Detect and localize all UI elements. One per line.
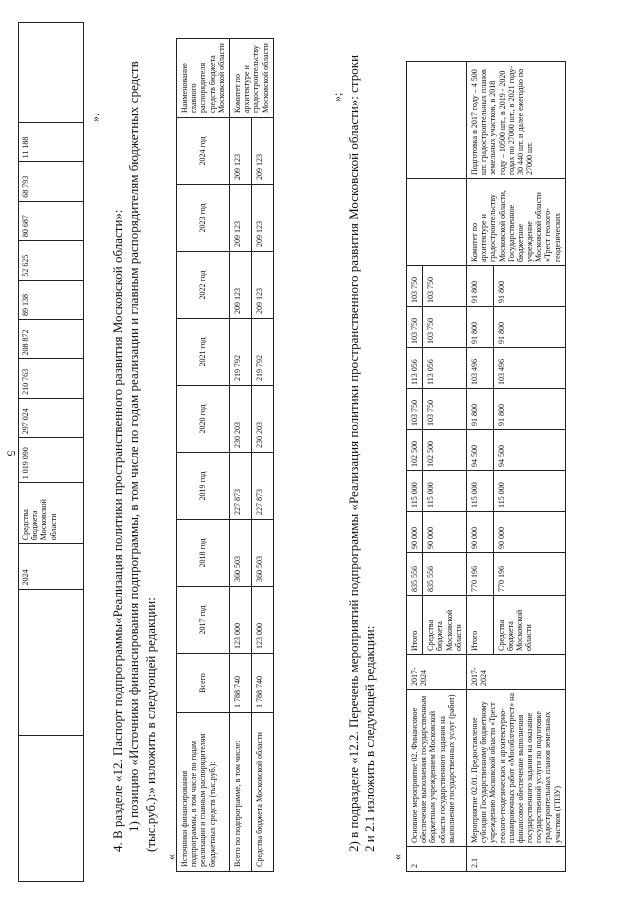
row-value: 90 000: [407, 512, 423, 553]
row-value: 835 556: [407, 553, 423, 596]
opening-quote: «: [164, 854, 178, 860]
row-value: 91 800: [493, 307, 565, 348]
executor: [407, 179, 467, 266]
row-value: 103 750: [423, 389, 467, 430]
row-number: 2: [407, 847, 467, 872]
header-year: 2023 год: [177, 185, 230, 252]
finance-table: [176, 38, 274, 872]
row-value: 230 203: [229, 386, 251, 453]
row-value: 219 792: [229, 319, 251, 386]
value-cell: 68 793: [19, 162, 84, 201]
row-value: 102 500: [407, 430, 423, 471]
value-cell: 52 625: [19, 241, 84, 280]
header-total: Всего: [177, 654, 230, 713]
row-value: 90 000: [493, 512, 565, 553]
row-value: 115 000: [493, 471, 565, 512]
row-value: 113 056: [423, 348, 467, 389]
empty-cell: [19, 589, 84, 735]
value-cell: 89 138: [19, 280, 84, 319]
row-value: 209 123: [251, 185, 273, 252]
source-label: Итого: [466, 596, 493, 655]
measure-name: Основное мероприятие 02. Финансовое обеспечение выполнения государственным бюджетным учреждением Московской области государственного задания на выполнение государственных услуг (работ): [407, 690, 467, 847]
row-total: 1 788 740: [251, 654, 273, 713]
source-label: Средства бюджета Московской области: [423, 596, 467, 655]
closing-quote: »;: [330, 92, 344, 102]
row-value: 835 556: [423, 553, 467, 596]
row-value: 115 000: [407, 471, 423, 512]
value-cell: 297 024: [19, 398, 84, 437]
value-cell: 11 188: [19, 122, 84, 161]
row-value: 91 800: [493, 266, 565, 307]
row-value: 209 123: [229, 118, 251, 185]
row-admin: Комитет по архитектуре и градостроительству Московской области: [229, 39, 273, 118]
row-value: 209 123: [229, 252, 251, 319]
row-total: 1 788 740: [229, 654, 251, 713]
measure-name: Мероприятие 02.01. Предоставление субсидии Государственному бюджетному учреждению Московской области «Трест геолого-геодезических и архитектурно-планировочных работ «Мособлгеотрест» на финансовое обеспечение выполнения государственного задания на оказание государственной услуги по подготовке градостроительных планов земельных участков (ГПЗУ): [466, 690, 565, 847]
rotated-document: [18, 22, 618, 882]
row-value: 113 056: [407, 348, 423, 389]
row-value: 123 000: [251, 587, 273, 654]
row-value: 770 196: [493, 553, 565, 596]
table-row: [407, 62, 423, 872]
header-source: Источники финансирования подпрограммы, в том числе по годам реализации и главным распорядителям бюджетных средств (тыс.руб.):: [177, 713, 230, 872]
row-value: 227 873: [251, 453, 273, 520]
row-value: 103 750: [407, 266, 423, 307]
row-value: 91 800: [466, 307, 493, 348]
row-value: 103 496: [466, 348, 493, 389]
row-value: 360 503: [251, 520, 273, 587]
row-value: 91 800: [466, 389, 493, 430]
result: [407, 62, 467, 179]
section-2-text: [346, 52, 379, 852]
header-year: 2022 год: [177, 252, 230, 319]
source-label: Средства бюджета Московской области: [493, 596, 565, 655]
header-year: 2017 год: [177, 587, 230, 654]
row-value: 230 203: [251, 386, 273, 453]
row-value: 770 196: [466, 553, 493, 596]
table-row: [251, 39, 273, 872]
section-2-paragraph: 2) в подразделе «12.2. Перечень мероприятий подпрограммы «Реализация политики пространственного развития Московской области»: строки 2 и 2.1 изложить в следующей редакции:: [346, 54, 378, 852]
row-number: 2.1: [466, 847, 565, 872]
value-cell: 208 872: [19, 320, 84, 359]
row-value: 91 800: [493, 389, 565, 430]
source-label: Итого: [407, 596, 423, 655]
row-value: 123 000: [229, 587, 251, 654]
empty-cell: [19, 23, 84, 123]
measure-period: 2017-2024: [407, 655, 467, 690]
header-year: 2019 год: [177, 453, 230, 520]
empty-cell: [19, 735, 84, 881]
value-cell: 80 687: [19, 201, 84, 240]
row-value: 360 503: [229, 520, 251, 587]
row-value: 90 000: [466, 512, 493, 553]
result: Подготовка в 2017 году – 4 500 шт. градостроительных планов земельных участков, в 2018 году – 10500 шт., в 2019 - 2020 годах по 27000 шт., в 2021 году- 30 440 шт. и далее ежегодно по 27000 шт.: [466, 62, 565, 179]
header-year: 2020 год: [177, 386, 230, 453]
row-value: 103 496: [493, 348, 565, 389]
value-cell: 210 763: [19, 359, 84, 398]
top-table-fragment: [18, 22, 84, 882]
header-admin: Наименование главного распорядителя средств бюджета Московской области: [177, 39, 230, 118]
row-value: 102 500: [423, 430, 467, 471]
header-year: 2024 год: [177, 118, 230, 185]
year-cell: 2024: [19, 544, 84, 589]
finance-table-header: [177, 39, 230, 872]
section-4-title: 4. В разделе «12. Паспорт подпрограммы«Реализация политики пространственного развития Московской области»:: [110, 209, 125, 852]
source-cell: Средства бюджета Московской области: [19, 483, 84, 544]
row-value: 209 123: [229, 185, 251, 252]
row-value: 103 750: [407, 389, 423, 430]
value-cell: 1 019 090: [19, 438, 84, 483]
table-row: [229, 39, 251, 872]
page-number: 5: [4, 450, 19, 457]
row-value: 103 750: [407, 307, 423, 348]
row-value: 103 750: [423, 307, 467, 348]
header-year: 2018 год: [177, 520, 230, 587]
row-value: 94 500: [466, 430, 493, 471]
row-value: 91 800: [466, 266, 493, 307]
measure-period: 2017-2024: [466, 655, 565, 690]
section-4-item-1: 1) позицию «Источники финансирования подпрограммы, в том числе по годам реализации и главным распорядителям бюджетных средств (тыс.руб.):» изложить в следующей редакции:: [126, 61, 158, 852]
row-value: 219 792: [251, 319, 273, 386]
row-label: Всего по подпрограмме, в том числе:: [229, 713, 251, 872]
row-value: 115 000: [466, 471, 493, 512]
row-value: 209 123: [251, 118, 273, 185]
header-year: 2021 год: [177, 319, 230, 386]
row-value: 115 000: [423, 471, 467, 512]
row-value: 227 873: [229, 453, 251, 520]
row-value: 90 000: [423, 512, 467, 553]
measures-table: [406, 61, 566, 872]
row-value: 103 750: [423, 266, 467, 307]
row-label: Средства бюджета Московской области: [251, 713, 273, 872]
row-value: 94 500: [493, 430, 565, 471]
row-value: 209 123: [251, 252, 273, 319]
executor: Комитет по архитектуре и градостроительству Московской области, Государственное бюджетное учреждение Московской области «Трест геолого-геодезических: [466, 179, 565, 266]
table-row: [466, 62, 493, 872]
closing-quote: ».: [88, 113, 102, 122]
section-4-heading: [110, 52, 159, 852]
opening-quote: «: [390, 854, 404, 860]
